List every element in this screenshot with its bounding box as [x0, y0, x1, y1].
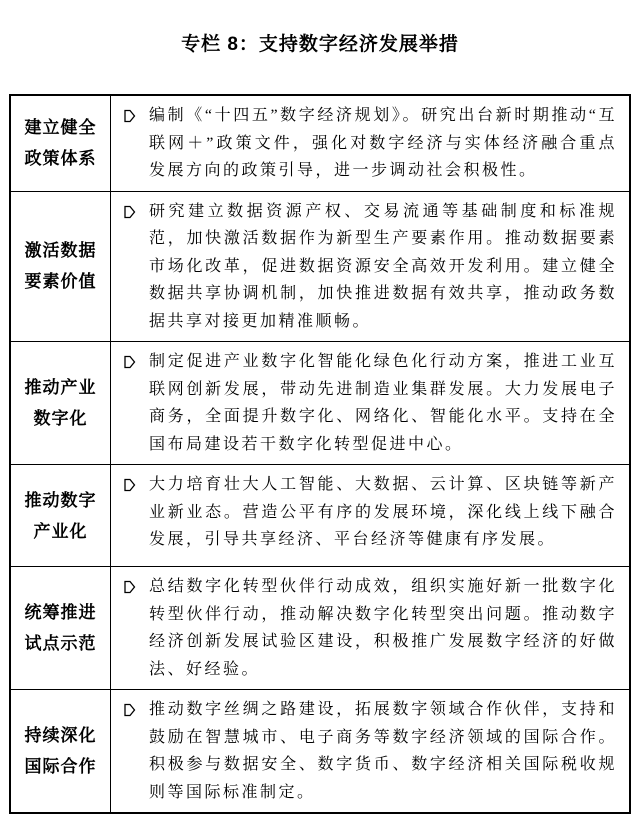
row-content [111, 342, 629, 464]
row-header-line: 持续深化 [24, 726, 97, 745]
row-text: 总结数字化转型伙伴行动成效，组织实施好新一批数字化转型伙伴行动，推动解决数字化转型突出问题。推动数字经济创新发展试验区建设，积极推广发展数字经济的好做法、好经验。 [149, 578, 617, 678]
row-content [111, 192, 629, 342]
row-header-line: 国际合作 [24, 757, 97, 776]
row-header [11, 192, 111, 342]
table-row [11, 566, 629, 689]
row-header-line: 产业化 [33, 521, 88, 541]
row-header [11, 342, 111, 464]
diamond-pentagon-bullet-icon [123, 696, 149, 717]
row-text: 制定促进产业数字化智能化绿色化行动方案，推进工业互联网创新发展，带动先进制造业集群发展。大力发展电子商务，全面提升数字化、网络化、智能化水平。支持在全国布局建设若干数字化转型促进中心。 [149, 353, 617, 453]
diamond-pentagon-bullet-icon [123, 348, 149, 369]
table-row [11, 464, 629, 566]
row-content [111, 690, 629, 812]
diamond-pentagon-bullet-icon [123, 471, 149, 492]
table-row [11, 96, 629, 191]
row-text: 推动数字丝绸之路建设，拓展数字领域合作伙伴，支持和鼓励在智慧城市、电子商务等数字经济领域的国际合作。积极参与数据安全、数字货币、数字经济相关国际税收规则等国际标准制定。 [149, 701, 617, 801]
row-header-line: 激活数据 [24, 241, 97, 261]
measures-table [9, 94, 631, 814]
row-header [11, 96, 111, 191]
row-content [111, 96, 629, 191]
row-header-line: 推动数字 [24, 490, 97, 510]
row-header-line: 统筹推进 [24, 603, 97, 622]
row-header-line: 试点示范 [24, 634, 97, 653]
table-row [11, 191, 629, 342]
table-row [11, 689, 629, 812]
row-header-line: 建立健全 [24, 118, 97, 138]
table-row [11, 341, 629, 464]
row-header-line: 要素价值 [24, 272, 97, 292]
row-header [11, 567, 111, 689]
row-text: 研究建立数据资源产权、交易流通等基础制度和标准规范，加快激活数据作为新型生产要素作用。推动数据要素市场化改革，促进数据资源安全高效开发利用。建立健全数据共享协调机制，加快推进数据有效共享，推动政务数据共享对接更加精准顺畅。 [149, 202, 617, 330]
row-header-line: 推动产业 [24, 378, 97, 397]
diamond-pentagon-bullet-icon [123, 198, 149, 219]
row-header-line: 政策体系 [24, 149, 97, 169]
row-header [11, 465, 111, 566]
row-content [111, 465, 629, 566]
row-text: 大力培育壮大人工智能、大数据、云计算、区块链等新产业新业态。营造公平有序的发展环境，深化线上线下融合发展，引导共享经济、平台经济等健康有序发展。 [149, 476, 617, 548]
page-title: 专栏 8：支持数字经济发展举措 [181, 34, 459, 55]
row-header-line: 数字化 [33, 409, 88, 428]
row-text: 编制《“十四五”数字经济规划》。研究出台新时期推动“互联网＋”政策文件，强化对数字经济与实体经济融合重点发展方向的政策引导，进一步调动社会积极性。 [149, 107, 617, 179]
row-content [111, 567, 629, 689]
diamond-pentagon-bullet-icon [123, 102, 149, 123]
row-header [11, 690, 111, 812]
diamond-pentagon-bullet-icon [123, 573, 149, 594]
